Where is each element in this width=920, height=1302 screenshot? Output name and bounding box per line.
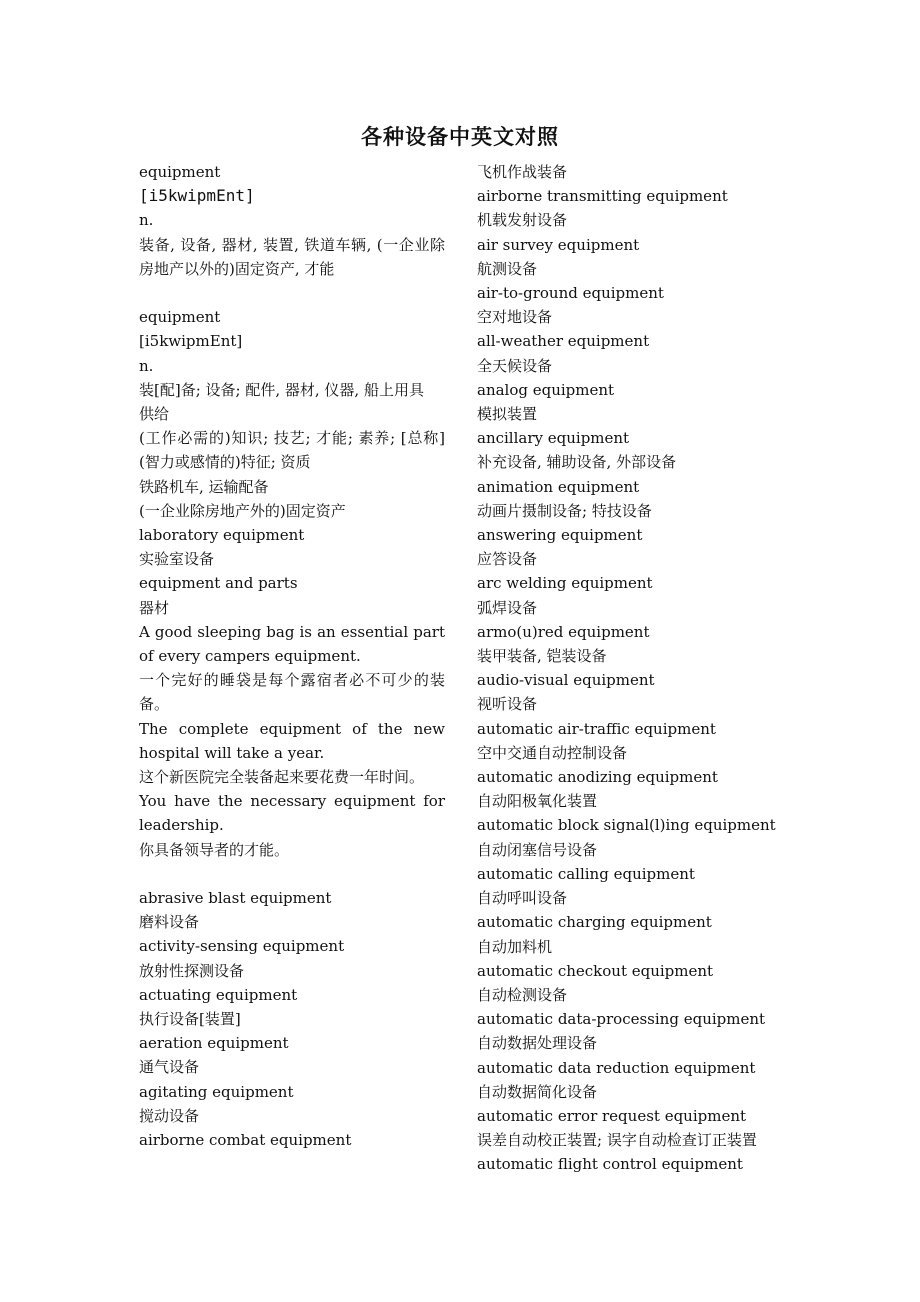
definition: 装[配]备; 设备; 配件, 器材, 仪器, 船上用具 bbox=[139, 380, 424, 399]
term-en: all-weather equipment bbox=[477, 332, 650, 351]
page-title: 各种设备中英文对照 bbox=[361, 124, 559, 149]
term-zh: 误差自动校正装置; 误字自动检查订正装置 bbox=[477, 1131, 757, 1150]
term-zh: 自动加料机 bbox=[477, 937, 553, 956]
term-en: airborne combat equipment bbox=[139, 1131, 352, 1150]
example-zh: 一个完好的睡袋是每个露宿者必不可少的装备。 bbox=[139, 671, 445, 714]
term-en: arc welding equipment bbox=[477, 574, 653, 593]
phonetic: [i5kwipmEnt] bbox=[139, 332, 243, 351]
term-zh: 应答设备 bbox=[477, 550, 538, 569]
term-zh: 动画片摄制设备; 特技设备 bbox=[477, 501, 652, 520]
term-en: activity-sensing equipment bbox=[139, 937, 345, 956]
term-en: audio-visual equipment bbox=[477, 671, 655, 690]
term-zh: 搅动设备 bbox=[139, 1106, 200, 1125]
term-en: automatic charging equipment bbox=[477, 913, 712, 932]
term-zh: 自动呼叫设备 bbox=[477, 889, 568, 908]
entry-term: equipment bbox=[139, 163, 221, 181]
term-en: automatic flight control equipment bbox=[477, 1155, 743, 1174]
example-en: The complete equipment of the new hospital will take a year. bbox=[139, 719, 445, 762]
definition: (工作必需的)知识; 技艺; 才能; 素养; [总称](智力或感情的)特征; 资质 bbox=[139, 429, 445, 472]
term-zh: 机载发射设备 bbox=[477, 211, 568, 230]
term-zh: 装甲装备, 铠装设备 bbox=[477, 647, 607, 666]
term-en: animation equipment bbox=[477, 477, 640, 496]
term-en: air survey equipment bbox=[477, 235, 640, 254]
term-en: automatic error request equipment bbox=[477, 1106, 747, 1125]
term-en: answering equipment bbox=[477, 526, 643, 545]
example-zh: 你具备领导者的才能。 bbox=[139, 840, 290, 859]
blank-line bbox=[139, 281, 445, 305]
definition: 供给 bbox=[139, 405, 170, 424]
term-zh: 放射性探测设备 bbox=[139, 961, 245, 980]
definition: 铁路机车, 运输配备 bbox=[139, 477, 269, 496]
part-of-speech: n. bbox=[139, 356, 154, 375]
term-zh: 通气设备 bbox=[139, 1058, 200, 1077]
phonetic: [i5kwipmEnt] bbox=[139, 186, 255, 206]
definition: (一企业除房地产外的)固定资产 bbox=[139, 501, 346, 520]
example-zh: 这个新医院完全装备起来要花费一年时间。 bbox=[139, 768, 425, 787]
term-zh: 飞机作战装备 bbox=[477, 163, 568, 181]
term-zh: 补充设备, 辅助设备, 外部设备 bbox=[477, 453, 677, 472]
term-en: aeration equipment bbox=[139, 1034, 289, 1053]
term-zh: 器材 bbox=[139, 598, 170, 617]
term-en: air-to-ground equipment bbox=[477, 284, 664, 303]
term-en: automatic data-processing equipment bbox=[477, 1010, 766, 1029]
term-zh: 空对地设备 bbox=[477, 308, 553, 327]
term-en: automatic checkout equipment bbox=[477, 961, 714, 980]
term-zh: 执行设备[装置] bbox=[139, 1010, 241, 1029]
term-en: actuating equipment bbox=[139, 985, 298, 1004]
term-zh: 自动数据处理设备 bbox=[477, 1034, 598, 1053]
term-zh: 模拟装置 bbox=[477, 405, 538, 424]
term-zh: 磨料设备 bbox=[139, 913, 200, 932]
term-en: automatic block signal(l)ing equipment bbox=[477, 816, 776, 835]
term-en: automatic data reduction equipment bbox=[477, 1058, 756, 1077]
term-en: equipment and parts bbox=[139, 574, 298, 593]
term-zh: 空中交通自动控制设备 bbox=[477, 743, 628, 762]
definition: 装备, 设备, 器材, 装置, 铁道车辆, (一企业除房地产以外的)固定资产, 才能 bbox=[139, 235, 445, 278]
term-en: airborne transmitting equipment bbox=[477, 187, 728, 206]
term-en: automatic calling equipment bbox=[477, 864, 695, 883]
term-zh: 弧焊设备 bbox=[477, 598, 538, 617]
term-zh: 自动闭塞信号设备 bbox=[477, 840, 598, 859]
blank-line bbox=[139, 862, 445, 886]
term-zh: 实验室设备 bbox=[139, 550, 215, 569]
term-zh: 航测设备 bbox=[477, 259, 538, 278]
term-zh: 自动数据简化设备 bbox=[477, 1082, 598, 1101]
part-of-speech: n. bbox=[139, 211, 154, 230]
term-en: armo(u)red equipment bbox=[477, 622, 650, 641]
term-zh: 视听设备 bbox=[477, 695, 538, 714]
term-zh: 自动检测设备 bbox=[477, 985, 568, 1004]
term-en: automatic air-traffic equipment bbox=[477, 719, 716, 738]
term-en: analog equipment bbox=[477, 380, 615, 399]
term-en: laboratory equipment bbox=[139, 526, 305, 545]
term-en: agitating equipment bbox=[139, 1082, 294, 1101]
term-en: ancillary equipment bbox=[477, 429, 630, 448]
term-en: abrasive blast equipment bbox=[139, 889, 332, 908]
entry-term: equipment bbox=[139, 308, 221, 327]
term-en: automatic anodizing equipment bbox=[477, 768, 718, 787]
term-zh: 全天候设备 bbox=[477, 356, 553, 375]
left-column bbox=[139, 160, 445, 1152]
term-zh: 自动阳极氧化装置 bbox=[477, 792, 598, 811]
right-column bbox=[477, 160, 797, 1177]
example-en: A good sleeping bag is an essential part of every campers equipment. bbox=[139, 622, 445, 666]
example-en: You have the necessary equipment for leadership. bbox=[139, 792, 445, 835]
